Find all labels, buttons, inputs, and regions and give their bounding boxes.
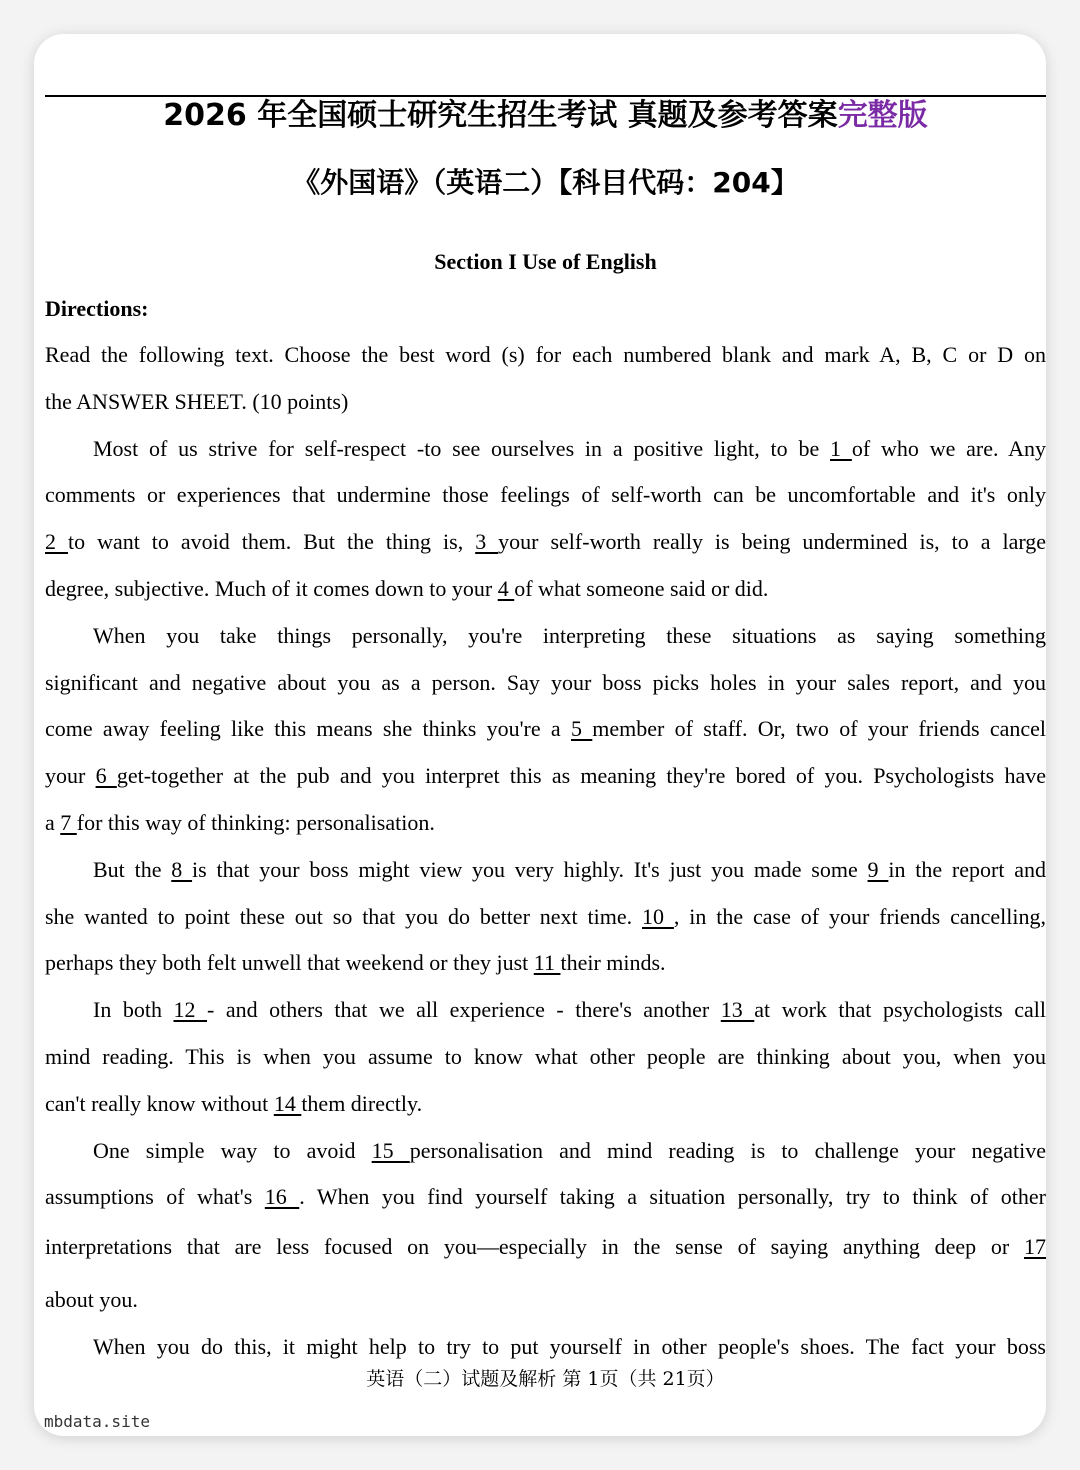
passage-line (45, 472, 1046, 519)
title-main: 2026 年全国硕士研究生招生考试 真题及参考答案 (163, 98, 838, 133)
page-title (45, 94, 1046, 138)
passage-line (45, 613, 1046, 660)
passage-line (45, 1221, 1046, 1277)
passage-line (45, 1128, 1046, 1175)
passage-text: interpretations that are less focused on you—especially in the sense of saying anything deep or (45, 1234, 1024, 1260)
passage-line (45, 1277, 1046, 1324)
blank-number: 17 (1024, 1234, 1046, 1260)
blank-number: 7 (60, 809, 77, 835)
passage-line (45, 940, 1046, 987)
passage-text: But the (93, 856, 172, 882)
passage-text: come away feeling like this means she thinks you're a (45, 716, 571, 742)
watermark: mbdata.site (44, 1412, 150, 1431)
passage-text: of what someone said or did. (514, 575, 769, 601)
directions-line: Read the following text. Choose the best word (s) for each numbered blank and mark A, B, C or D on (45, 342, 1046, 367)
exam-page (45, 34, 1046, 1436)
passage-text: them directly. (301, 1090, 423, 1116)
passage-line (45, 753, 1046, 800)
section-title: Section I Use of English (434, 249, 657, 274)
passage-line (45, 706, 1046, 753)
title-highlight: 完整版 (837, 98, 928, 133)
passage-text: - and others that we all experience - there's another (207, 997, 721, 1023)
passage-text: get-together at the pub and you interpret this as meaning they're bored of you. Psychologists have (116, 763, 1046, 789)
passage-text: she wanted to point these out so that you do better next time. (45, 903, 643, 929)
passage-text: When you do this, it might help to try to put yourself in other people's shoes. The fact your boss (93, 1333, 1046, 1359)
directions-label: Directions: (45, 296, 149, 321)
passage-text: is that your boss might view you very highly. It's just you made some (192, 856, 868, 882)
passage-text: for this way of thinking: personalisation. (76, 809, 435, 835)
passage-text: personalisation and mind reading is to challenge your negative (409, 1137, 1046, 1163)
passage-text: . When you find yourself taking a situation personally, try to think of other (299, 1184, 1046, 1210)
page-subtitle: 《外国语》（英语二）【科目代码：204】 (292, 166, 799, 199)
passage-line (45, 1081, 1046, 1128)
document-card (34, 34, 1046, 1436)
passage-text: of who we are. Any (851, 435, 1046, 461)
blank-number: 15 (371, 1137, 410, 1163)
body-text (45, 332, 1046, 1371)
blank-number: 8 (171, 856, 193, 882)
passage-text: When you take things personally, you're interpreting these situations as saying something (93, 622, 1046, 648)
passage-text: , in the case of your friends cancelling, (673, 903, 1046, 929)
passage-text: mind reading. This is when you assume to know what other people are thinking about you, when you (45, 1043, 1046, 1069)
passage-line (45, 660, 1046, 707)
passage-text: a (45, 809, 61, 835)
directions-line: the ANSWER SHEET. (10 points) (45, 388, 349, 414)
blank-number: 2 (45, 529, 68, 555)
passage-line (45, 894, 1046, 941)
blank-number: 1 (830, 435, 852, 461)
blank-number: 11 (533, 950, 561, 976)
passage-line (45, 1174, 1046, 1221)
passage-text: their minds. (560, 950, 666, 976)
blank-number: 14 (273, 1090, 302, 1116)
passage-text: at work that psychologists call (754, 997, 1046, 1023)
blank-number: 12 (173, 997, 208, 1023)
passage-text: comments or experiences that undermine those feelings of self-worth can be uncomfortable and it's only (45, 482, 1046, 508)
passage-text: to want to avoid them. But the thing is, (67, 529, 476, 555)
passage-line (45, 1324, 1046, 1371)
passage-line (45, 987, 1046, 1034)
blank-number: 13 (720, 997, 755, 1023)
passage-text: assumptions of what's (45, 1184, 265, 1210)
passage-text: One simple way to avoid (93, 1137, 372, 1163)
passage-text: in the report and (888, 856, 1046, 882)
passage-text: significant and negative about you as a person. Say your boss picks holes in your sales report, and you (45, 669, 1046, 695)
blank-number: 4 (497, 575, 515, 601)
blank-number: 16 (264, 1184, 300, 1210)
passage-text: your (45, 763, 96, 789)
passage-text: In both (93, 997, 174, 1023)
blank-number: 10 (642, 903, 674, 929)
passage-line (45, 1034, 1046, 1081)
passage-text: perhaps they both felt unwell that weekend or they just (45, 950, 534, 976)
passage-line (45, 800, 1046, 847)
passage-text: your self-worth really is being undermined is, to a large (498, 529, 1046, 555)
blank-number: 3 (475, 529, 499, 555)
passage-text: about you. (45, 1287, 138, 1313)
blank-number: 5 (571, 716, 593, 742)
page-footer: 英语（二）试题及解析 第 1页（共 21页） (366, 1368, 725, 1390)
passage (45, 426, 1046, 1371)
passage-line (45, 426, 1046, 473)
passage-text: can't really know without (45, 1090, 274, 1116)
passage-text: degree, subjective. Much of it comes down to your (45, 575, 498, 601)
blank-number: 9 (867, 856, 889, 882)
passage-line (45, 566, 1046, 613)
passage-text: member of staff. Or, two of your friends cancel (592, 716, 1046, 742)
blank-number: 6 (95, 763, 117, 789)
passage-line (45, 847, 1046, 894)
passage-line (45, 519, 1046, 566)
passage-text: Most of us strive for self-respect -to see ourselves in a positive light, to be (93, 435, 831, 461)
